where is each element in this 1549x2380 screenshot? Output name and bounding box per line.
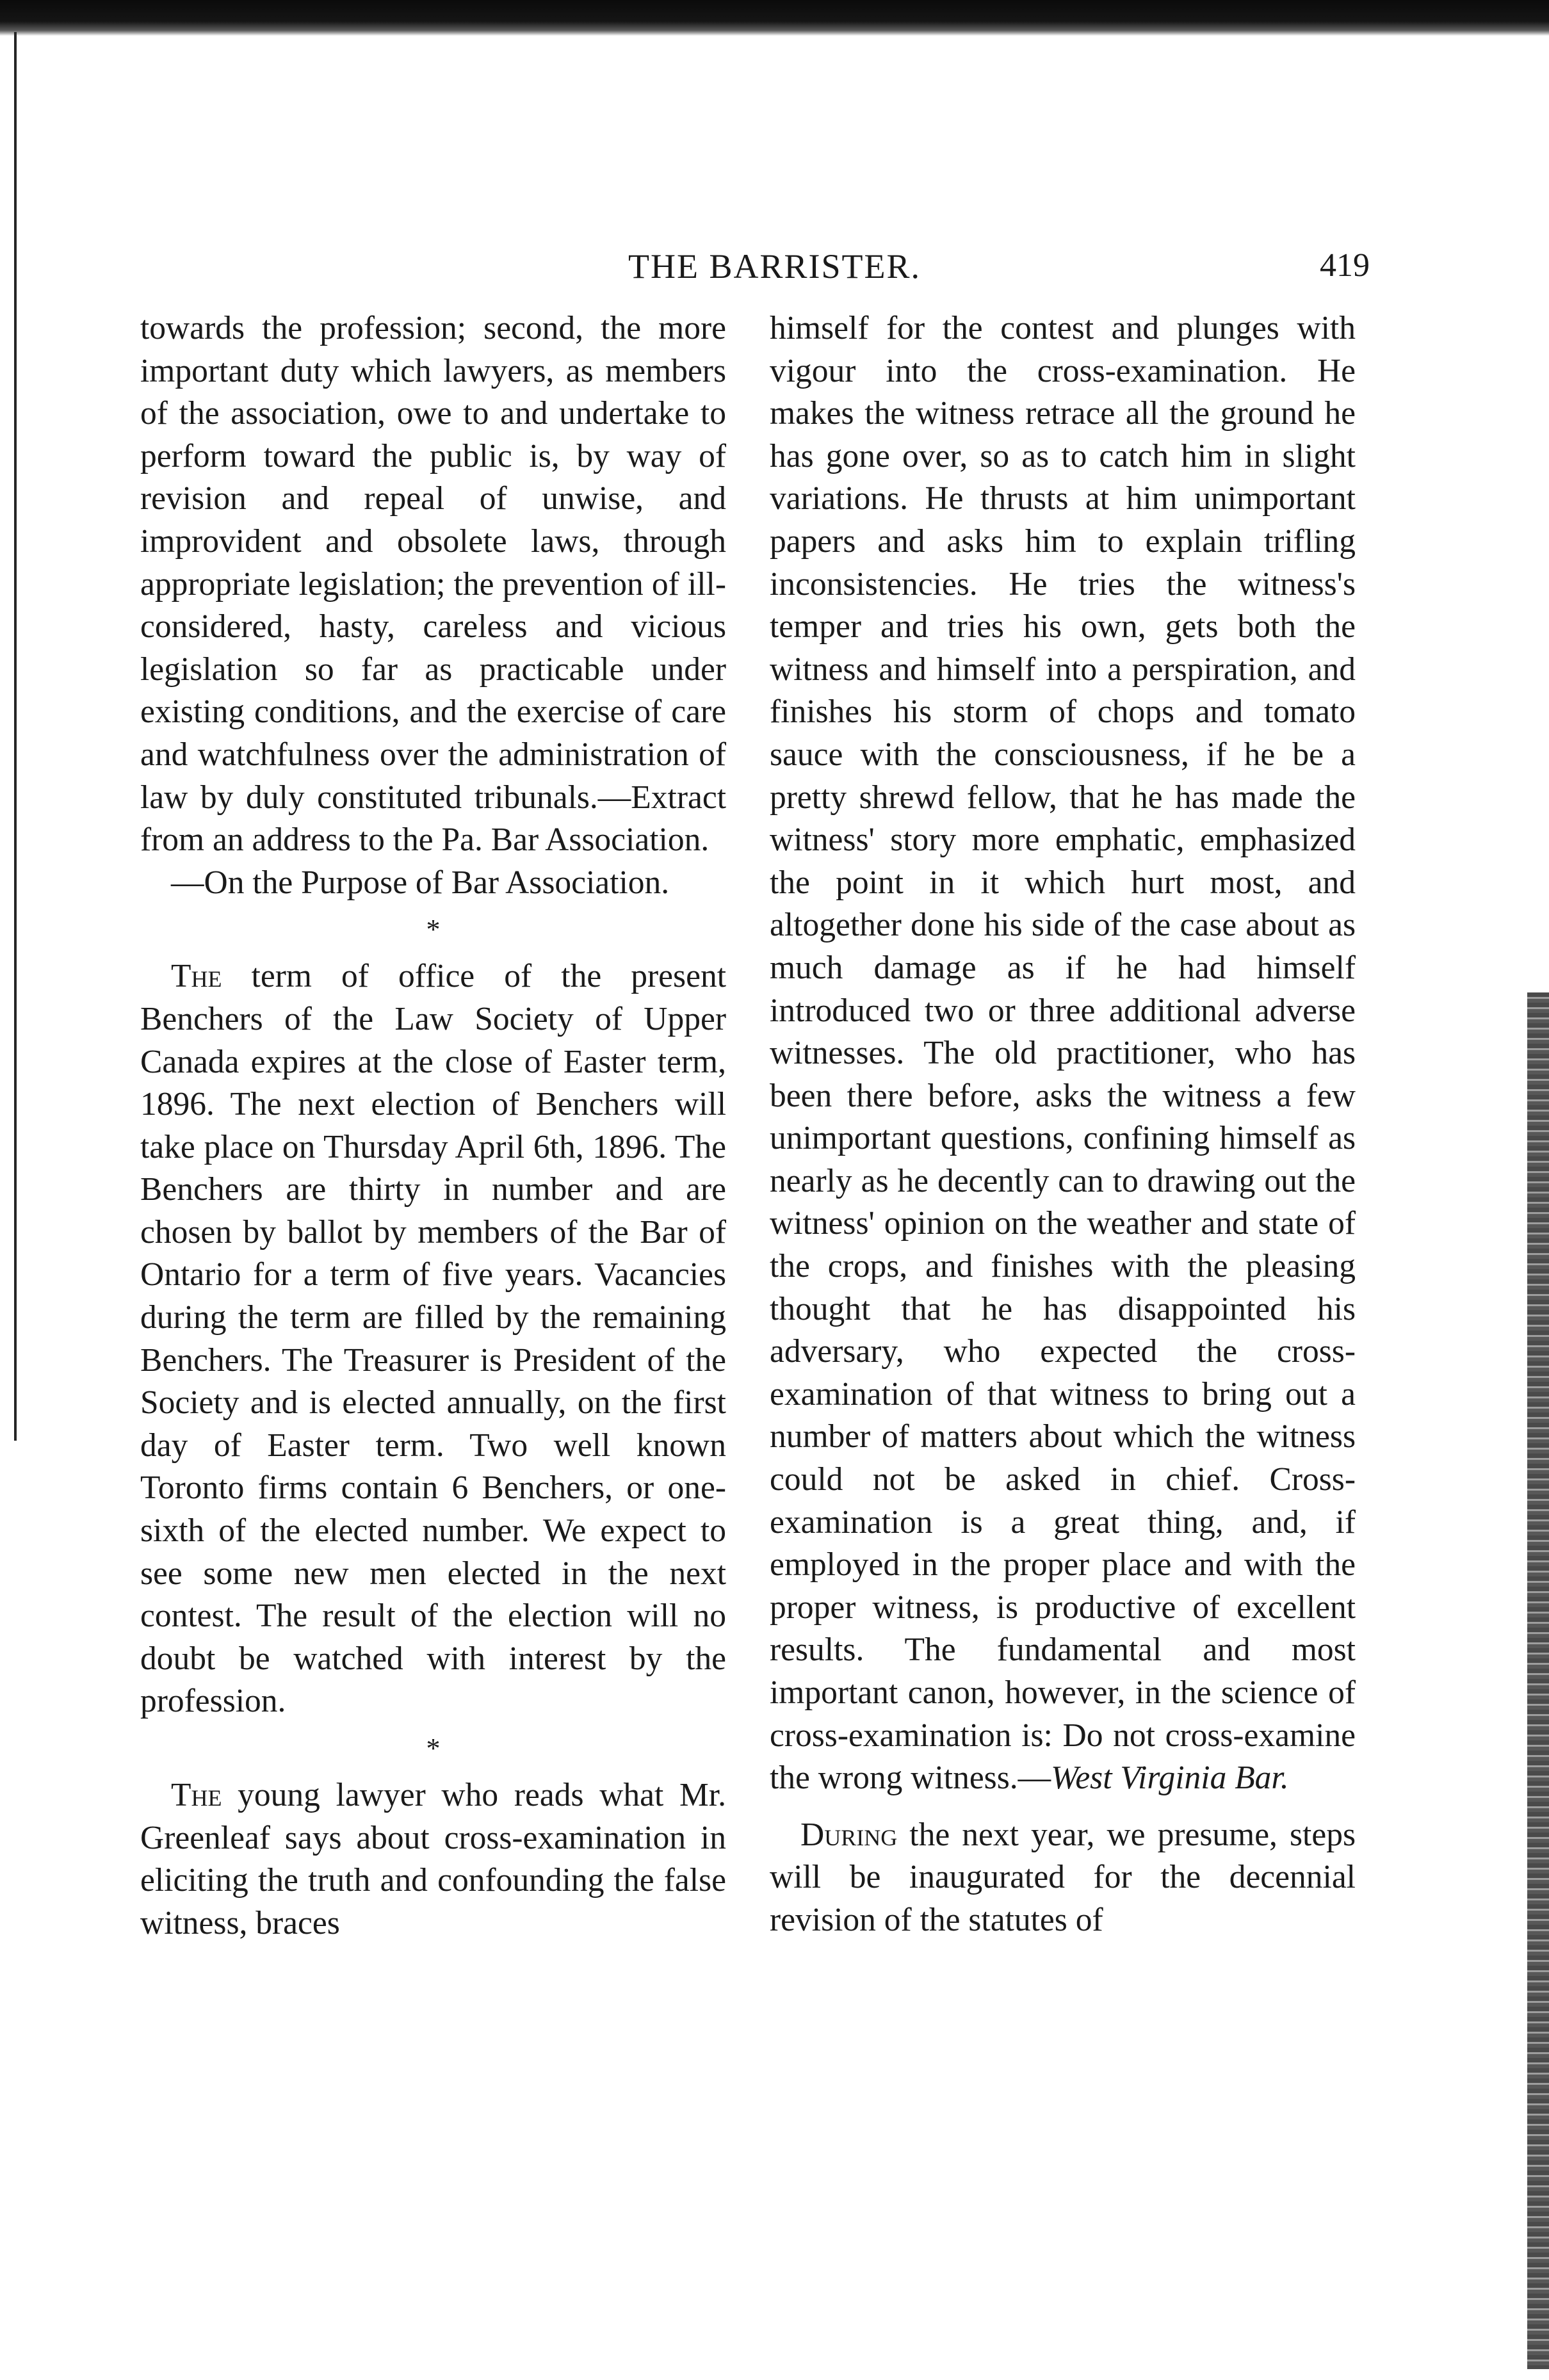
scan-left-edge xyxy=(14,32,17,1441)
page-title: THE BARRISTER. xyxy=(628,247,921,286)
running-header xyxy=(0,247,1549,291)
paragraph-source: —On the Purpose of Bar Association. xyxy=(171,864,670,901)
paragraph-lead: During xyxy=(800,1816,898,1853)
paragraph-lead: The xyxy=(171,1777,222,1813)
paragraph-source: West Virginia Bar. xyxy=(1051,1760,1289,1797)
paragraph-lead: The xyxy=(171,958,222,995)
paragraph-continuation: towards the profession; second, the more important duty which lawyers, as members of the association, owe to and undertake to perform toward the public is, by way of revision and repeal of unwise, and improvident and obsolete laws, through appropriate legislation; the prevention of ill-considered, hasty, careless and vicious legislation so far as practicable under existing conditions, and the exercise of care and watchfulness over the administration of law by duly constituted tribunals.—Extract from an address to the Pa. Bar Association. xyxy=(140,310,726,859)
paragraph-body: himself for the contest and plunges with vigour into the cross-examination. He makes the witness retrace all the ground he has gone over, so as to catch him in slight variations. He thrusts at him unimportant papers and asks him to explain trifling inconsistencies. He tries the witness's temper and tries his own, gets both the witness and himself into a perspiration, and finishes his storm of chops and tomato sauce with the consciousness, if he be a pretty shrewd fellow, that he has made the witness' story more emphatic, emphasized the point in it which hurt most, and altogether done his side of the case about as much damage as if he had himself introduced two or three additional adverse witnesses. The old practitioner, who has been there before, asks the witness a few unimportant questions, confining himself as nearly as he decently can to drawing out the witness' opinion on the weather and state of the crops, and finishes with the pleasing thought that he has disappointed his adversary, who expected the cross-examination of that witness to bring out a number of matters about which the witness could not be asked in chief. Cross-examination is a great thing, and, if employed in the proper place and with the proper witness, is productive of excellent results. The fundamental and most important canon, however, in the science of cross-examination is: Do not cross-examine the wrong witness.— xyxy=(770,310,1356,1797)
paragraph-body: term of office of the present Benchers of the Law Society of Upper Canada expires at the close of Easter term, 1896. The next election of Benchers will take place on Thursday April 6th, 1896. The Benchers are thirty in number and are chosen by ballot by members of the Bar of Ontario for a term of five years. Vacancies during the term are filled by the remaining Benchers. The Treasurer is President of the Society and is elected annually, on the first day of Easter term. Two well known Toronto firms contain 6 Benchers, or one-sixth of the elected number. We expect to see some new men elected in the next contest. The result of the election will no doubt be watched with interest by the profession. xyxy=(140,958,726,1720)
paragraph-gap xyxy=(770,1800,1356,1814)
paragraph-statutes xyxy=(770,1814,1356,1942)
right-column xyxy=(770,307,1356,1942)
scan-right-edge xyxy=(1527,992,1549,2369)
paragraph-continuation xyxy=(770,307,1356,1800)
page-number: 419 xyxy=(1320,247,1370,284)
paragraph-cross-examination xyxy=(140,1774,726,1945)
paragraph-benchers xyxy=(140,955,726,1723)
paragraph-body: young lawyer who reads what Mr. Greenleaf says about cross-examination in eliciting the truth and confounding the false witness, braces xyxy=(140,1777,726,1941)
scan-top-edge xyxy=(0,0,1549,36)
paragraph-body: the next year, we presume, steps will be inaugurated for the decennial revision of the statutes of xyxy=(770,1816,1356,1938)
section-separator: * xyxy=(426,1733,441,1764)
section-separator: * xyxy=(426,914,441,946)
left-column xyxy=(140,307,726,1945)
